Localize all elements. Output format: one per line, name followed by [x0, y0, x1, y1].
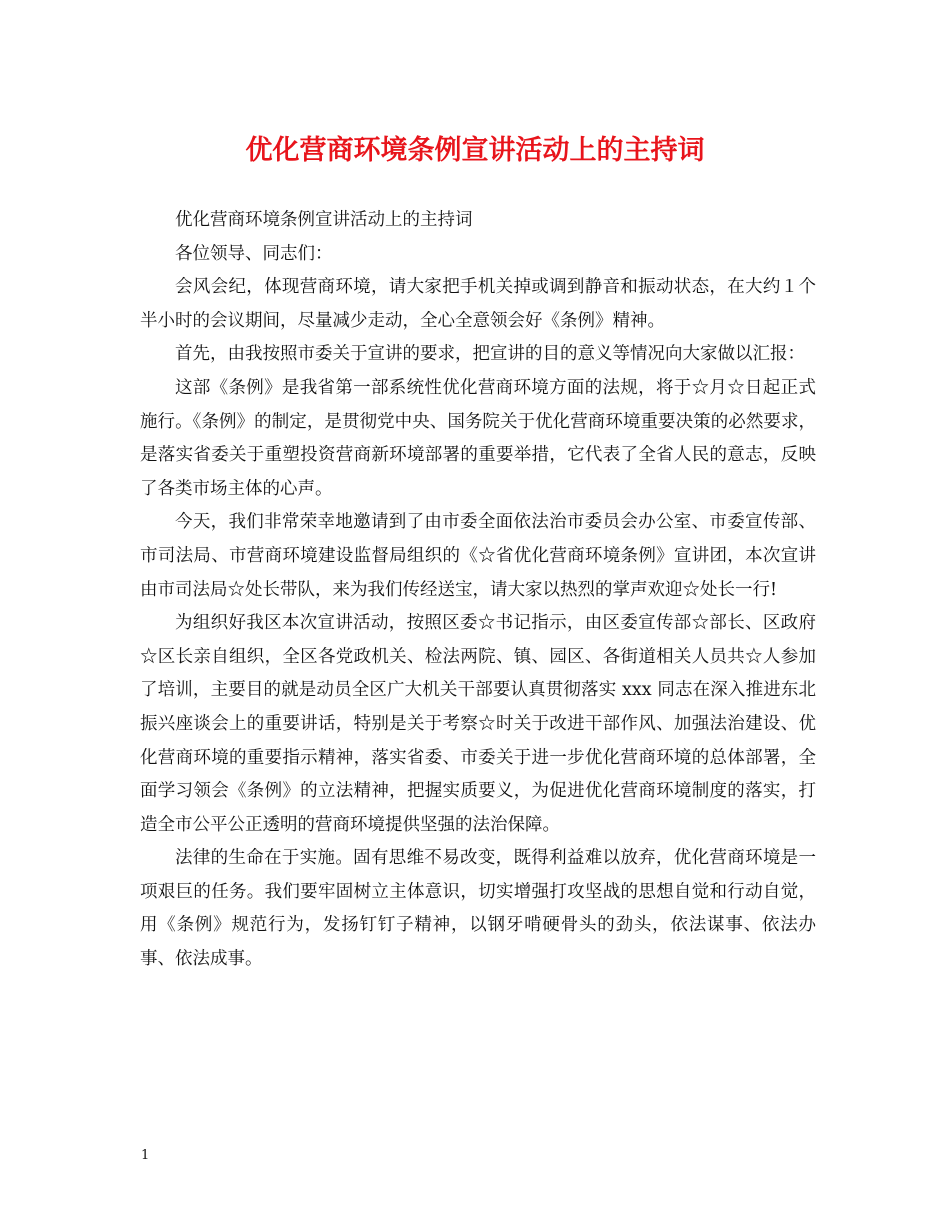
document-body [140, 204, 816, 977]
body-paragraph-organization: 为组织好我区本次宣讲活动，按照区委☆书记指示，由区委宣传部☆部长、区政府☆区长亲自组织，全区各党政机关、检法两院、镇、园区、各街道相关人员共☆人参加了培训，主要目的就是动员全区广大机关干部要认真贯彻落实 xxx 同志在深入推进东北振兴座谈会上的重要讲话，特别是关于考察☆时关于改进干部作风、加强法治建设、优化营商环境的重要指示精神，落实省委、市委关于进一步优化营商环境的总体部署，全面学习领会《条例》的立法精神，把握实质要义，为促进优化营商环境制度的落实，打造全市公平公正透明的营商环境提供坚强的法治保障。 [140, 613, 816, 835]
page-number: 1 [141, 1148, 150, 1163]
body-paragraph-regulation-background: 这部《条例》是我省第一部系统性优化营商环境方面的法规，将于☆月☆日起正式施行。《条例》的制定，是贯彻党中央、国务院关于优化营商环境重要决策的必然要求，是落实省委关于重塑投资营商新环境部署的重要举措，它代表了全省人民的意志，反映了各类市场主体的心声。 [140, 377, 816, 499]
body-paragraph-implementation: 法律的生命在于实施。固有思维不易改变，既得利益难以放弃，优化营商环境是一项艰巨的任务。我们要牢固树立主体意识，切实增强打攻坚战的思想自觉和行动自觉，用《条例》规范行为，发扬钉钉子精神，以钢牙啃硬骨头的劲头，依法谋事、依法办事、依法成事。 [140, 848, 816, 970]
body-paragraph-subtitle: 优化营商环境条例宣讲活动上的主持词 [175, 210, 473, 230]
body-paragraph-meeting-rules: 会风会纪，体现营商环境，请大家把手机关掉或调到静音和振动状态，在大约１个半小时的会议期间，尽量减少走动，全心全意领会好《条例》精神。 [140, 277, 816, 331]
body-paragraph-welcome-guests: 今天，我们非常荣幸地邀请到了由市委全面依法治市委员会办公室、市委宣传部、市司法局、市营商环境建设监督局组织的《☆省优化营商环境条例》宣讲团，本次宣讲由市司法局☆处长带队，来为我们传经送宝，请大家以热烈的掌声欢迎☆处长一行! [140, 512, 816, 600]
body-paragraph-introduction: 首先，由我按照市委关于宣讲的要求，把宣讲的目的意义等情况向大家做以汇报： [175, 344, 805, 365]
document-title: 优化营商环境条例宣讲活动上的主持词 [245, 135, 705, 166]
body-paragraph-salutation: 各位领导、同志们： [175, 243, 333, 264]
